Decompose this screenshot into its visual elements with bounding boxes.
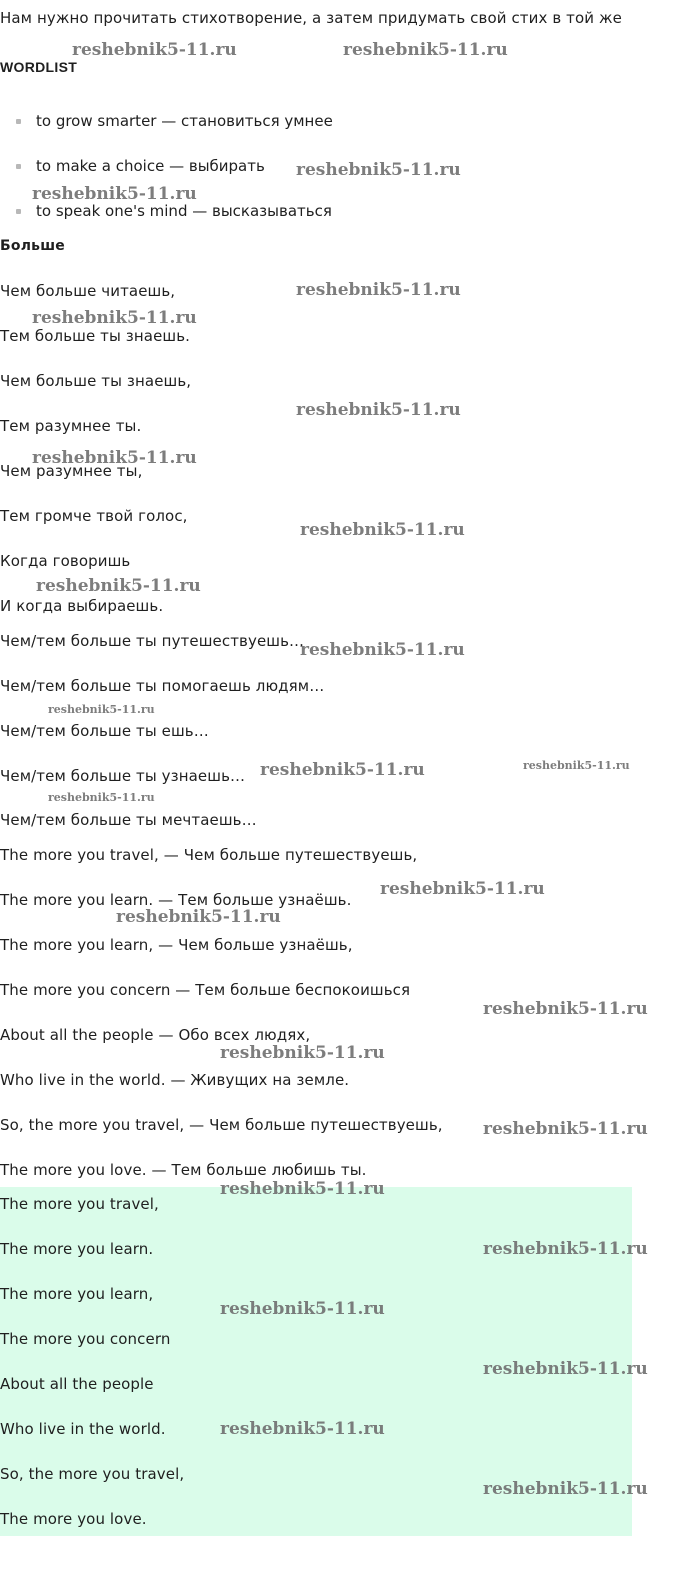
watermark: reshebnik5-11.ru bbox=[220, 1043, 385, 1063]
poem-title: Больше bbox=[0, 238, 65, 254]
wordlist-item: to speak one's mind — высказываться bbox=[36, 202, 332, 220]
wordlist-item: to grow smarter — становиться умнее bbox=[36, 112, 333, 130]
english-poem-line: The more you travel, bbox=[0, 1195, 159, 1213]
russian-poem-line: Тем громче твой голос, bbox=[0, 507, 188, 525]
translation-line: The more you travel, — Чем больше путешествуешь, bbox=[0, 846, 418, 864]
translation-line: The more you love. — Тем больше любишь ты. bbox=[0, 1161, 367, 1179]
russian-poem-line: Чем/тем больше ты мечтаешь… bbox=[0, 811, 257, 829]
english-poem-line: Who live in the world. bbox=[0, 1420, 166, 1438]
bullet-icon bbox=[16, 164, 21, 169]
watermark: reshebnik5-11.ru bbox=[296, 280, 461, 300]
russian-poem-line: Чем/тем больше ты ешь… bbox=[0, 722, 209, 740]
watermark: reshebnik5-11.ru bbox=[32, 448, 197, 468]
translation-line: So, the more you travel, — Чем больше путешествуешь, bbox=[0, 1116, 443, 1134]
watermark: reshebnik5-11.ru bbox=[343, 40, 508, 60]
watermark: reshebnik5-11.ru bbox=[36, 576, 201, 596]
russian-poem-line: Чем/тем больше ты помогаешь людям… bbox=[0, 677, 325, 695]
translation-line: Who live in the world. — Живущих на земле. bbox=[0, 1071, 350, 1089]
english-poem-line: The more you love. bbox=[0, 1510, 147, 1528]
russian-poem-line: Когда говоришь bbox=[0, 552, 131, 570]
translation-line: The more you learn. — Тем больше узнаёшь. bbox=[0, 891, 352, 909]
watermark: reshebnik5-11.ru bbox=[32, 308, 197, 328]
watermark: reshebnik5-11.ru bbox=[116, 907, 281, 927]
watermark: reshebnik5-11.ru bbox=[483, 999, 648, 1019]
watermark: reshebnik5-11.ru bbox=[483, 1119, 648, 1139]
watermark: reshebnik5-11.ru bbox=[220, 1299, 385, 1319]
english-poem-line: The more you learn, bbox=[0, 1285, 154, 1303]
wordlist-title: WORDLIST bbox=[0, 59, 78, 75]
watermark: reshebnik5-11.ru bbox=[260, 760, 425, 780]
wordlist-item: to make a choice — выбирать bbox=[36, 157, 265, 175]
watermark: reshebnik5-11.ru bbox=[32, 184, 197, 204]
translation-line: About all the people — Обо всех людях, bbox=[0, 1026, 311, 1044]
translation-line: The more you learn, — Чем больше узнаёшь, bbox=[0, 936, 353, 954]
watermark: reshebnik5-11.ru bbox=[483, 1359, 648, 1379]
russian-poem-line: Чем больше ты знаешь, bbox=[0, 372, 192, 390]
russian-poem-line: Чем/тем больше ты путешествуешь… bbox=[0, 632, 305, 650]
watermark: reshebnik5-11.ru bbox=[296, 160, 461, 180]
watermark: reshebnik5-11.ru bbox=[380, 879, 545, 899]
watermark: reshebnik5-11.ru bbox=[300, 640, 465, 660]
english-poem-line: So, the more you travel, bbox=[0, 1465, 185, 1483]
russian-poem-line: Тем разумнее ты. bbox=[0, 417, 142, 435]
watermark: reshebnik5-11.ru bbox=[72, 40, 237, 60]
watermark: reshebnik5-11.ru bbox=[523, 759, 630, 772]
watermark: reshebnik5-11.ru bbox=[300, 520, 465, 540]
russian-poem-line: И когда выбираешь. bbox=[0, 597, 164, 615]
bullet-icon bbox=[16, 119, 21, 124]
russian-poem-line: Тем больше ты знаешь. bbox=[0, 327, 191, 345]
watermark: reshebnik5-11.ru bbox=[220, 1179, 385, 1199]
watermark: reshebnik5-11.ru bbox=[296, 400, 461, 420]
watermark: reshebnik5-11.ru bbox=[483, 1479, 648, 1499]
english-poem-line: The more you concern bbox=[0, 1330, 171, 1348]
russian-poem-line: Чем больше читаешь, bbox=[0, 282, 176, 300]
russian-poem-line: Чем разумнее ты, bbox=[0, 462, 143, 480]
watermark: reshebnik5-11.ru bbox=[48, 703, 155, 716]
english-poem-line: The more you learn. bbox=[0, 1240, 154, 1258]
watermark: reshebnik5-11.ru bbox=[220, 1419, 385, 1439]
russian-poem-line: Чем/тем больше ты узнаешь… bbox=[0, 767, 246, 785]
watermark: reshebnik5-11.ru bbox=[48, 791, 155, 804]
bullet-icon bbox=[16, 209, 21, 214]
translation-line: The more you concern — Тем больше беспокоишься bbox=[0, 981, 411, 999]
intro-text: Нам нужно прочитать стихотворение, а затем придумать свой стих в той же bbox=[0, 9, 622, 27]
watermark: reshebnik5-11.ru bbox=[483, 1239, 648, 1259]
english-poem-line: About all the people bbox=[0, 1375, 154, 1393]
